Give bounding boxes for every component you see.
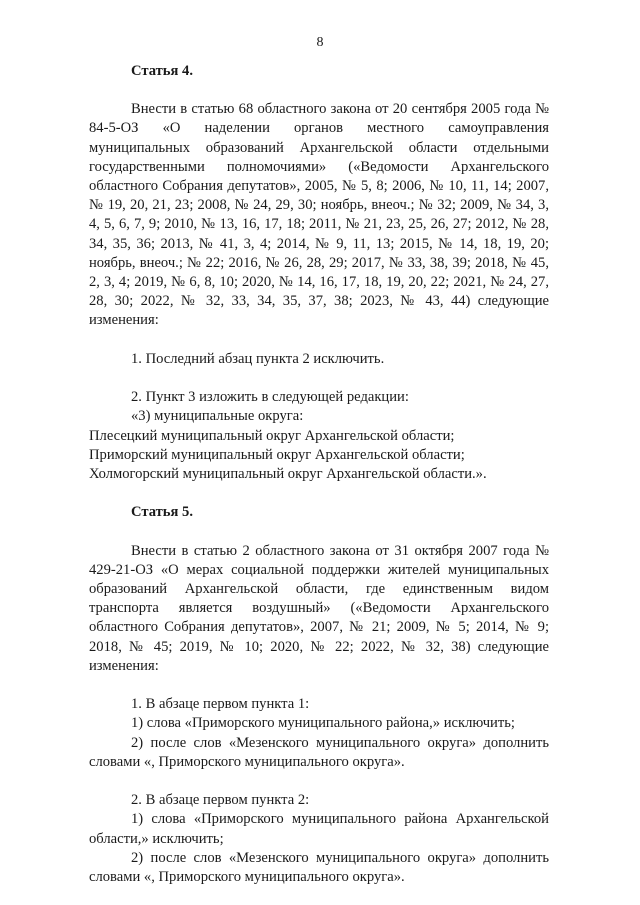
- article-4-item-2-line: «3) муниципальные округа:: [131, 408, 304, 425]
- article-5-item-2-sub-1: 1) слова «Приморского муниципального района Архангельской области,» исключить;: [89, 811, 549, 847]
- article-4-heading: Статья 4.: [131, 63, 193, 79]
- article-5-item-1: 1. В абзаце первом пункта 1:: [131, 696, 310, 713]
- spacer: [89, 331, 549, 350]
- page-number: 8: [316, 35, 324, 50]
- article-5-item-2: 2. В абзаце первом пункта 2:: [131, 792, 310, 809]
- article-4-item-1: 1. Последний абзац пункта 2 исключить.: [131, 350, 385, 367]
- article-5-item-2-sub-2: 2) после слов «Мезенского муниципального округа» дополнить словами «, Приморского муниципального округа».: [89, 849, 549, 886]
- document-body: [89, 62, 549, 887]
- article-5-heading: Статья 5.: [131, 504, 193, 521]
- spacer: [89, 484, 549, 503]
- article-4-item-2-line: Приморский муниципальный округ Архангельской области;: [89, 446, 465, 463]
- article-4-intro: Внести в статью 68 областного закона от 20 сентября 2005 года № 84-5-ОЗ «О наделении органов местного самоуправления муниципальных образований Архангельской области отдельными государственными полномочиями» («Ведомости Архангельского областного Собрания депутатов», 2005, № 5, 8; 2006, № 10, 11, 14; 2007, № 19, 20, 21, 23; 2008, № 24, 29, 30; ноябрь, внеоч.; № 32; 2009, № 34, 3, 4, 5, 6, 7, 9; 2010, № 13, 16, 17, 18; 2011, № 21, 23, 25, 26, 27; 2012, № 28, 34, 35, 36; 2013, № 41, 3, 4; 2014, № 9, 11, 13; 2015, № 14, 18, 19, 20; ноябрь, внеоч.; № 22; 2016, № 26, 28, 29; 2017, № 33, 38, 39; 2018, № 45, 2, 3, 4; 2019, № 6, 8, 10; 2020, № 14, 16, 17, 18, 19, 20, 22; 2021, № 24, 27, 28, 30; 2022, № 32, 33, 34, 35, 37, 38; 2023, № 43, 44) следующие изменения:: [89, 101, 549, 329]
- article-5-item-1-sub-2: 2) после слов «Мезенского муниципального округа» дополнить словами «, Приморского муниципального округа».: [89, 734, 549, 770]
- spacer: [89, 369, 549, 388]
- article-5-item-1-sub-1: 1) слова «Приморского муниципального района,» исключить;: [131, 715, 515, 732]
- article-4-item-2-line: Холмогорский муниципальный округ Архангельской области.».: [89, 466, 487, 483]
- article-4-item-2: 2. Пункт 3 изложить в следующей редакции:: [131, 389, 409, 406]
- spacer: [89, 676, 549, 695]
- article-4-item-2-line: Плесецкий муниципальный округ Архангельской области;: [89, 427, 455, 444]
- spacer: [89, 772, 549, 791]
- article-5-intro: Внести в статью 2 областного закона от 31 октября 2007 года № 429-21-ОЗ «О мерах социальной поддержки жителей муниципальных образований Архангельской области, где единственным видом транспорта является воздушный» («Ведомости Архангельского областного Собрания депутатов», 2007, № 21; 2009, № 5; 2014, № 9; 2018, № 45; 2019, № 10; 2020, № 22; 2022, № 32, 38) следующие изменения:: [89, 542, 549, 674]
